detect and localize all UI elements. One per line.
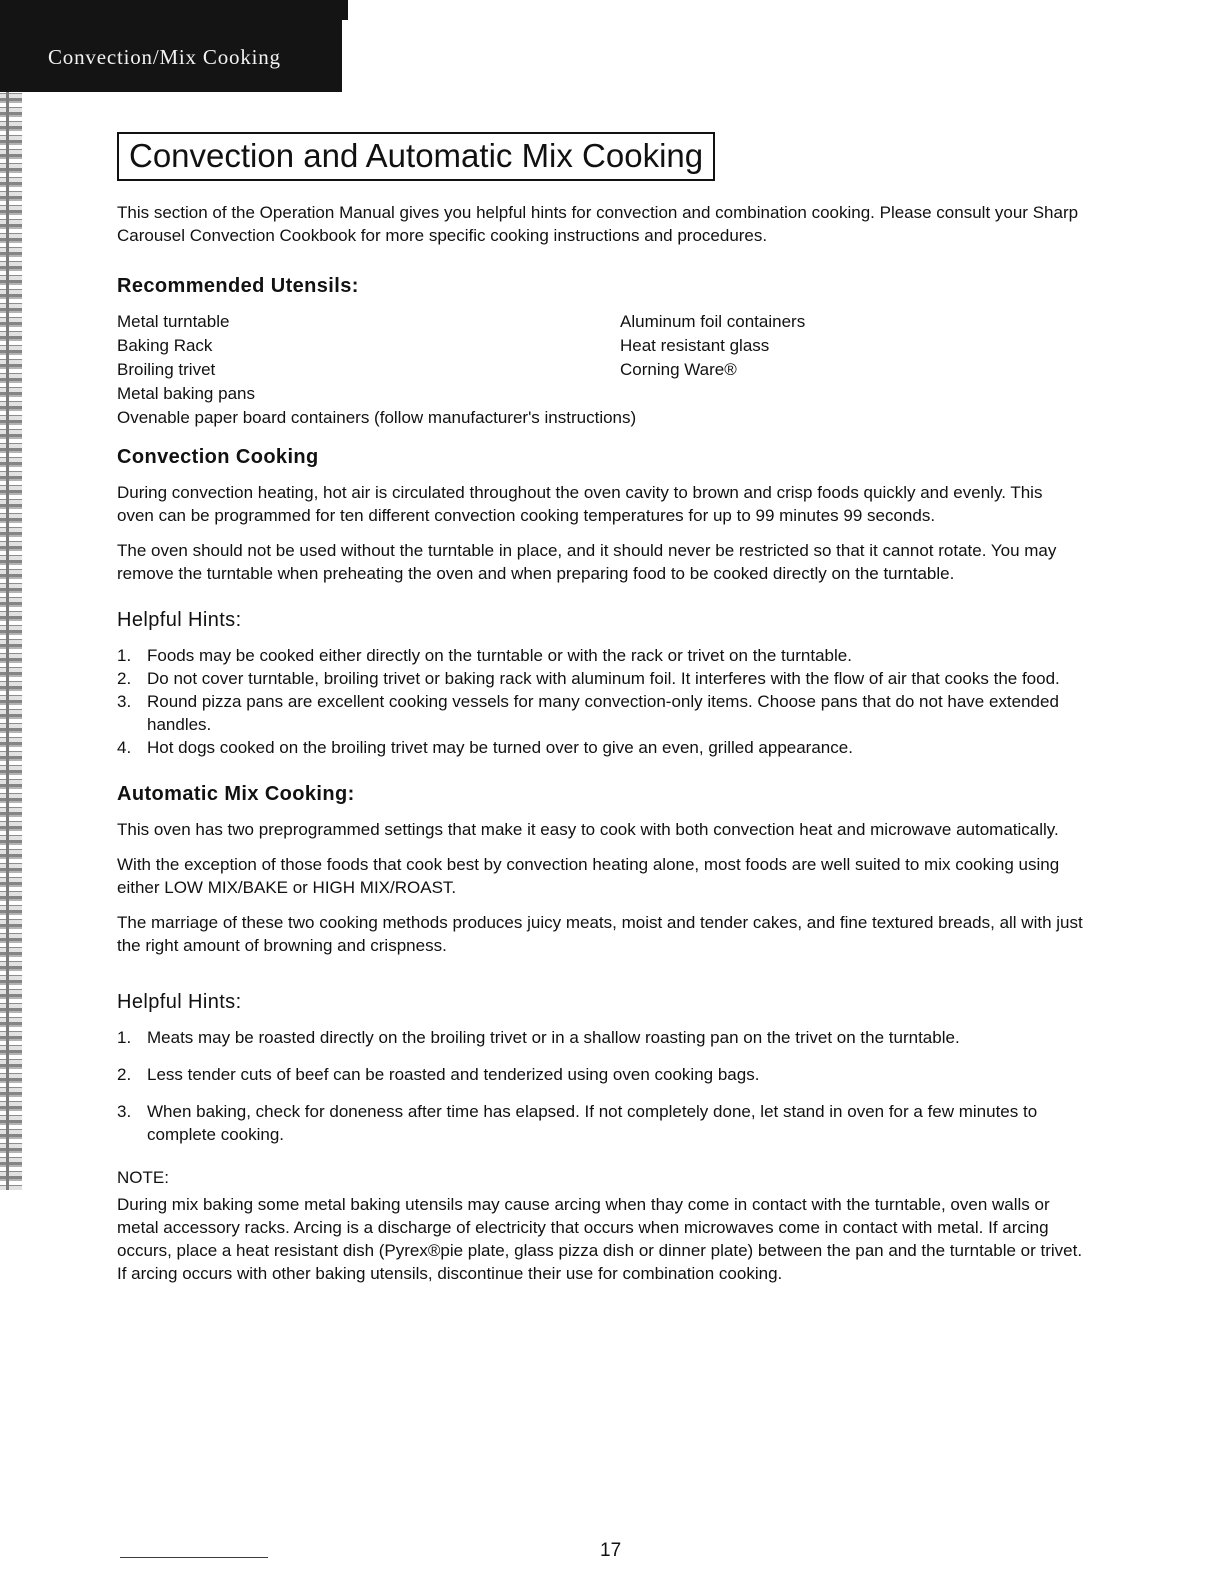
helpful-hints-heading: Helpful Hints: [117,991,242,1013]
page-content [117,132,1083,1285]
convection-hints-list [117,644,1083,759]
list-item: 4. Hot dogs cooked on the broiling trivet may be turned over to give an even, grilled appearance. [117,738,853,757]
note-paragraph: During mix baking some metal baking utensils may cause arcing when thay come in contact with the turntable, oven walls or metal accessory racks. Arcing is a discharge of electricity that occurs when microwaves come in contact with metal. If arcing occurs, place a heat resistant dish (Pyrex®pie plate, glass pizza dish or dinner plate) between the pan and the turntable or trivet. If arcing occurs with other baking utensils, discontinue their use for combination cooking. [117,1195,1083,1283]
section-tab [0,0,342,92]
list-item: 3. When baking, check for doneness after time has elapsed. If not completely done, let stand in oven for a few minutes to complete cooking. [117,1102,1038,1144]
list-item: 1. Foods may be cooked either directly on the turntable or with the rack or trivet on the turntable. [117,646,852,665]
section-tab-label: Convection/Mix Cooking [48,44,281,69]
mix-cooking-heading: Automatic Mix Cooking: [117,783,355,805]
section-tab-notch [342,0,348,20]
mix-paragraph: With the exception of those foods that cook best by convection heating alone, most foods are well suited to mix cooking using either LOW MIX/BAKE or HIGH MIX/ROAST. [117,855,1060,897]
convection-paragraph: The oven should not be used without the turntable in place, and it should never be restricted so that it cannot rotate. You may remove the turntable when preheating the oven and when preparing food to be cooked directly on the turntable. [117,541,1057,583]
utensils-left-column [117,310,620,406]
utensil-item: Baking Rack [117,336,213,355]
utensil-item: Metal turntable [117,312,230,331]
page-number: 17 [600,1540,622,1561]
utensil-item: Heat resistant glass [620,336,770,355]
list-item: 2. Do not cover turntable, broiling trivet or baking rack with aluminum foil. It interferes with the flow of air that cooks the food. [117,669,1060,688]
list-item: 3. Round pizza pans are excellent cooking vessels for many convection-only items. Choose pans that do not have extended handles. [117,692,1059,734]
utensils-heading: Recommended Utensils: [117,275,359,297]
footer-rule [120,1557,268,1558]
utensil-item: Aluminum foil containers [620,312,806,331]
mix-hints-list [117,1026,1083,1146]
utensil-item: Broiling trivet [117,360,216,379]
intro-paragraph: This section of the Operation Manual gives you helpful hints for convection and combination cooking. Please consult your Sharp Carousel Convection Cookbook for more specific cooking instructions and procedures. [117,203,1079,245]
list-item: 2. Less tender cuts of beef can be roasted and tenderized using oven cooking bags. [117,1065,760,1084]
note-label: NOTE: [117,1168,169,1187]
utensil-item: Ovenable paper board containers (follow manufacturer's instructions) [117,408,637,427]
scan-binding-edge [0,0,22,1190]
convection-heading: Convection Cooking [117,446,319,468]
mix-paragraph: This oven has two preprogrammed settings that make it easy to cook with both convection heat and microwave automatically. [117,820,1059,839]
convection-paragraph: During convection heating, hot air is circulated throughout the oven cavity to brown and crisp foods quickly and evenly. This oven can be programmed for ten different convection cooking temperatures for up to 99 minutes 99 seconds. [117,483,1043,525]
list-item: 1. Meats may be roasted directly on the broiling trivet or in a shallow roasting pan on the trivet on the turntable. [117,1028,960,1047]
helpful-hints-heading: Helpful Hints: [117,609,242,631]
utensil-item: Corning Ware® [620,360,737,379]
utensils-right-column [620,310,1083,406]
utensil-item: Metal baking pans [117,384,255,403]
mix-paragraph: The marriage of these two cooking methods produces juicy meats, moist and tender cakes, and fine textured breads, all with just the right amount of browning and crispness. [117,913,1083,955]
utensils-list [117,310,1083,406]
page-title: Convection and Automatic Mix Cooking [117,132,715,181]
